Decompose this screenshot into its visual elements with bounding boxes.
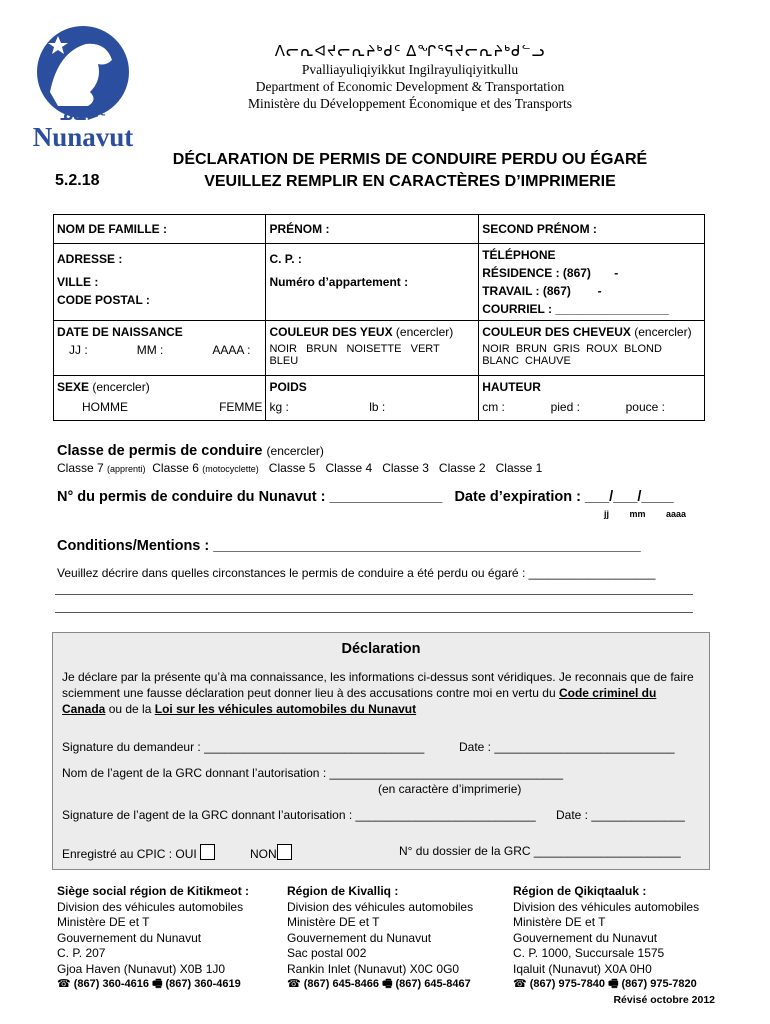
office-qikiqtaaluk-line: Iqaluit (Nunavut) X0A 0H0	[513, 961, 652, 976]
declaration-box	[52, 632, 710, 870]
office-qikiqtaaluk-title: Région de Qikiqtaaluk :	[513, 884, 647, 898]
address-label: ADRESSE :	[57, 252, 123, 266]
weight-label: POIDS	[269, 380, 307, 394]
office-kivalliq-line: Division des véhicules automobiles	[287, 899, 474, 914]
email-label: COURRIEL : _________________	[482, 302, 669, 316]
class-3-option[interactable]: Classe 3	[382, 461, 429, 475]
class-6-option[interactable]: Classe 6	[152, 461, 199, 475]
office-kitikmeot-fax: (867) 360-4619	[165, 978, 241, 990]
cpic-yes[interactable]	[62, 844, 215, 861]
rcmp-officer-name-field[interactable]: Nom de l’agent de la GRC donnant l’autorisation : ___________________________________	[62, 766, 564, 780]
class-1-option[interactable]: Classe 1	[495, 461, 543, 475]
office-qikiqtaaluk-line: Gouvernement du Nunavut	[513, 930, 658, 945]
height-label: HAUTEUR	[482, 380, 541, 394]
declaration-text-part-1: Je déclare par la présente qu’à ma connaissance, les informations ci-dessus sont véridiques. Je reconnais que de faire sciemment une fausse déclaration peut donner lieu à des accusations contre moi en vertu du	[62, 670, 694, 700]
fax-icon: 🖷	[152, 978, 163, 990]
phone-icon: ☎	[57, 978, 71, 990]
circumstances-line-2[interactable]	[55, 612, 693, 613]
office-qikiqtaaluk-line: Ministère DE et T	[513, 915, 606, 929]
cpic-label: Enregistré au CPIC : OUI	[62, 847, 197, 861]
department-inuinnaqtun: Pvalliayuliqiyikkut Ingilrayuliqiyitkullu	[301, 62, 519, 77]
sex-male-option[interactable]: HOMME	[82, 400, 128, 414]
nunavut-logo	[28, 22, 138, 152]
license-class-title: Classe de permis de conduire	[57, 443, 263, 459]
svg-text:Nunavut: Nunavut	[32, 122, 134, 152]
sex-female-option[interactable]: FEMME	[219, 400, 263, 414]
office-kitikmeot-title: Siège social région de Kitikmeot :	[57, 884, 250, 898]
middle-name-field[interactable]: SECOND PRÉNOM :	[479, 215, 705, 244]
eye-color-options-2[interactable]: BLEU	[269, 355, 299, 367]
office-kivalliq-title: Région de Kivalliq :	[287, 884, 399, 898]
class-4-option[interactable]: Classe 4	[325, 461, 373, 475]
dob-label: DATE DE NAISSANCE	[57, 325, 183, 339]
office-kitikmeot-line: Division des véhicules automobiles	[57, 899, 244, 914]
form-title-line-1: DÉCLARATION DE PERMIS DE CONDUIRE PERDU OU ÉGARÉ	[172, 151, 648, 168]
hair-color-label: COULEUR DES CHEVEUX	[482, 325, 631, 339]
office-kitikmeot-line: C. P. 207	[57, 946, 106, 960]
weight-cell[interactable]	[266, 376, 479, 421]
department-syllabics: ᐱᓕᕆᐊᔪᓕᕆᔨᒃᑯᑦ ᐃᖏᕐᕋᔪᓕᕆᔨᒃᑯᓪᓗ	[274, 44, 546, 60]
office-kivalliq-line: Sac postal 002	[287, 946, 367, 960]
personal-info-table	[53, 214, 705, 421]
hair-color-circle-note: (encercler)	[634, 325, 692, 339]
conditions-field[interactable]: Conditions/Mentions : _____________________________________________________	[57, 538, 641, 554]
permit-number-line[interactable]	[57, 489, 674, 505]
applicant-date-field[interactable]: Date : ___________________________	[459, 740, 675, 754]
po-box-label: C. P. :	[269, 252, 302, 266]
class-7-note: (apprenti)	[107, 464, 146, 474]
phone-icon: ☎	[513, 978, 527, 990]
office-qikiqtaaluk-contact	[513, 977, 699, 993]
weight-lb: lb :	[369, 400, 386, 414]
office-kivalliq-line: Gouvernement du Nunavut	[287, 930, 432, 945]
office-kitikmeot-line: Gouvernement du Nunavut	[57, 930, 202, 945]
license-class-options	[57, 461, 542, 475]
class-5-option[interactable]: Classe 5	[268, 461, 316, 475]
cpic-yes-checkbox[interactable]	[200, 844, 215, 860]
applicant-signature-field[interactable]: Signature du demandeur : _________________________________	[62, 740, 425, 754]
office-kitikmeot	[57, 884, 249, 993]
declaration-title: Déclaration	[341, 641, 421, 657]
office-kivalliq-line: Rankin Inlet (Nunavut) X0C 0G0	[287, 961, 460, 976]
office-kitikmeot-phone: (867) 360-4616	[73, 978, 149, 990]
phone-label: TÉLÉPHONE	[482, 248, 556, 262]
po-box-cell[interactable]	[266, 244, 479, 321]
work-phone-label: TRAVAIL : (867) -	[482, 284, 602, 298]
form-number: 5.2.18	[55, 172, 100, 189]
hair-color-cell[interactable]	[479, 321, 705, 376]
dob-cell[interactable]	[54, 321, 266, 376]
height-cell[interactable]	[479, 376, 705, 421]
form-title	[150, 149, 670, 193]
address-cell[interactable]	[54, 244, 266, 321]
height-in: pouce :	[625, 400, 665, 414]
department-header	[160, 44, 660, 112]
rcmp-file-number-field[interactable]: N° du dossier de la GRC ______________________	[399, 844, 681, 858]
eye-color-cell[interactable]	[266, 321, 479, 376]
weight-kg: kg :	[269, 400, 289, 414]
dob-year: AAAA :	[212, 343, 251, 357]
office-qikiqtaaluk-phone: (867) 975-7840	[529, 978, 605, 990]
declaration-text	[62, 669, 702, 717]
print-note: (en caractère d’imprimerie)	[378, 782, 522, 796]
class-7-option[interactable]: Classe 7	[57, 461, 104, 475]
residence-phone-label: RÉSIDENCE : (867) -	[482, 266, 619, 280]
sex-cell[interactable]	[54, 376, 266, 421]
class-2-option[interactable]: Classe 2	[438, 461, 486, 475]
height-ft: pied :	[550, 400, 580, 414]
expiry-date-field[interactable]: Date d’expiration : ___/___/____	[454, 489, 674, 505]
dob-month: MM :	[136, 343, 164, 357]
fax-icon: 🖷	[382, 978, 393, 990]
eye-color-circle-note: (encercler)	[395, 325, 454, 339]
office-kivalliq-phone: (867) 645-8466	[303, 978, 379, 990]
criminal-code-link[interactable]: Code criminel du Canada	[62, 686, 657, 716]
revision-date: Révisé octobre 2012	[613, 994, 715, 1006]
license-class-heading	[57, 443, 324, 459]
permit-number-field[interactable]: N° du permis de conduire du Nunavut : ______________	[57, 489, 443, 505]
office-qikiqtaaluk	[513, 884, 699, 993]
circumstances-line-1[interactable]	[55, 594, 693, 595]
rcmp-date-field[interactable]: Date : ______________	[556, 808, 685, 822]
dob-day: JJ :	[69, 343, 88, 357]
phone-cell[interactable]	[479, 244, 705, 321]
eye-color-options[interactable]: NOIR BRUN NOISETTE VERT	[269, 343, 440, 355]
office-kivalliq-contact	[287, 977, 473, 993]
office-kivalliq-line: Ministère DE et T	[287, 915, 380, 929]
expiry-date-format: jj mm aaaa	[604, 509, 687, 519]
sex-circle-note: (encercler)	[92, 380, 150, 394]
cpic-no-label: NON	[250, 847, 277, 861]
office-qikiqtaaluk-line: C. P. 1000, Succursale 1575	[513, 946, 665, 960]
hair-color-options-2[interactable]: BLANC CHAUVE	[482, 355, 571, 367]
apartment-label: Numéro d’appartement :	[269, 275, 409, 289]
class-6-note: (motocyclette)	[202, 464, 259, 474]
svg-text:ᓄᓇᕗᑦ: ᓄᓇᕗᑦ	[60, 108, 106, 124]
department-french: Ministère du Développement Économique et des Transports	[248, 96, 572, 111]
license-class-circle-note: (encercler)	[266, 444, 324, 458]
office-kitikmeot-line: Gjoa Haven (Nunavut) X0B 1J0	[57, 961, 226, 976]
office-kivalliq-fax: (867) 645-8467	[395, 978, 471, 990]
office-qikiqtaaluk-line: Division des véhicules automobiles	[513, 899, 700, 914]
city-label: VILLE :	[57, 275, 99, 289]
postal-code-label: CODE POSTAL :	[57, 293, 150, 307]
fax-icon: 🖷	[608, 978, 619, 990]
cpic-no[interactable]	[250, 844, 292, 861]
office-kivalliq	[287, 884, 473, 993]
phone-icon: ☎	[287, 978, 301, 990]
eye-color-label: COULEUR DES YEUX	[269, 325, 393, 339]
sex-label: SEXE	[57, 380, 90, 394]
office-qikiqtaaluk-fax: (867) 975-7820	[621, 978, 697, 990]
office-kitikmeot-contact	[57, 977, 249, 993]
rcmp-officer-signature-field[interactable]: Signature de l’agent de la GRC donnant l’autorisation : ___________________________	[62, 808, 536, 822]
office-kitikmeot-line: Ministère DE et T	[57, 915, 150, 929]
circumstances-field[interactable]: Veuillez décrire dans quelles circonstances le permis de conduire a été perdu ou égaré : ___________________	[57, 566, 656, 580]
department-english: Department of Economic Development & Transportation	[255, 79, 565, 94]
height-cm: cm :	[482, 400, 505, 414]
form-title-line-2: VEUILLEZ REMPLIR EN CARACTÈRES D’IMPRIMERIE	[204, 173, 616, 190]
first-name-field[interactable]: PRÉNOM :	[266, 215, 479, 244]
hair-color-options[interactable]: NOIR BRUN GRIS ROUX BLOND	[482, 343, 662, 355]
cpic-no-checkbox[interactable]	[277, 844, 292, 860]
last-name-field[interactable]: NOM DE FAMILLE :	[54, 215, 266, 244]
motor-vehicles-act-link[interactable]: Loi sur les véhicules automobiles du Nunavut	[154, 702, 417, 716]
declaration-text-part-2: ou de la	[105, 702, 155, 716]
